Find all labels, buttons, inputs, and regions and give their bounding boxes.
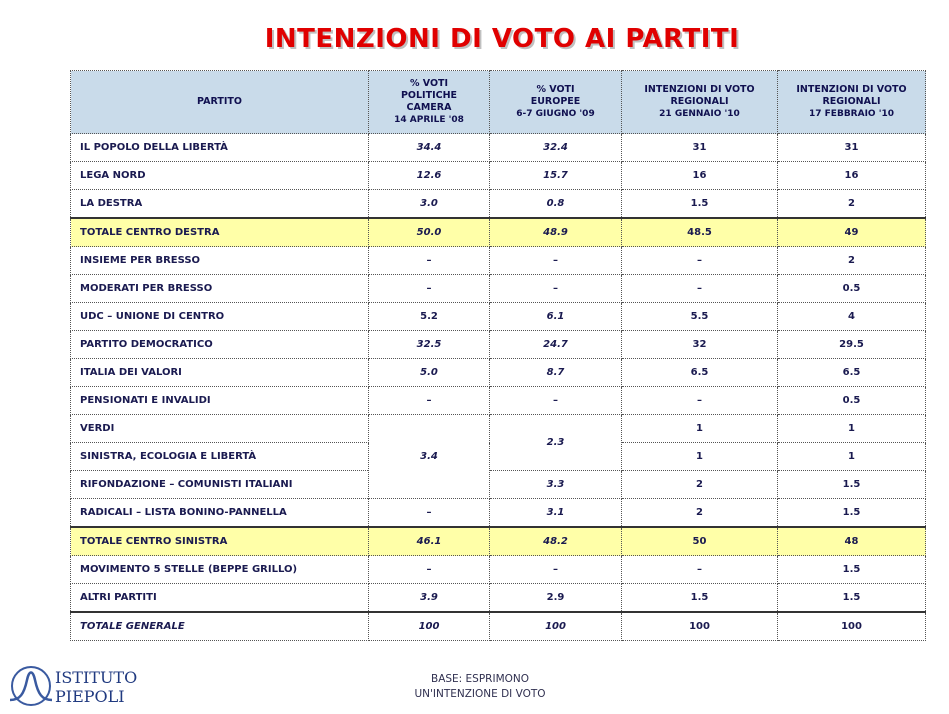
logo-line-1: ISTITUTO	[55, 668, 138, 687]
value-gennaio: 2	[622, 471, 778, 499]
party-name: RIFONDAZIONE – COMUNISTI ITALIANI	[71, 471, 369, 499]
base-note	[365, 672, 595, 702]
party-name: IL POPOLO DELLA LIBERTÀ	[71, 134, 369, 162]
party-name: MOVIMENTO 5 STELLE (BEPPE GRILLO)	[71, 556, 369, 584]
party-name: RADICALI – LISTA BONINO-PANNELLA	[71, 499, 369, 528]
value-febbraio: 1.5	[778, 584, 926, 613]
value-febbraio: 29.5	[778, 331, 926, 359]
value-politiche: –	[369, 247, 490, 275]
table-row	[71, 471, 926, 499]
value-febbraio: 1.5	[778, 471, 926, 499]
value-europee-merged: 2.3	[490, 415, 622, 471]
value-gennaio: 16	[622, 162, 778, 190]
value-politiche-merged: 3.4	[369, 415, 490, 499]
value-febbraio: 49	[778, 218, 926, 247]
value-febbraio: 1	[778, 443, 926, 471]
value-politiche: –	[369, 499, 490, 528]
value-gennaio: 31	[622, 134, 778, 162]
table-row	[71, 134, 926, 162]
value-gennaio: –	[622, 387, 778, 415]
value-gennaio: –	[622, 247, 778, 275]
value-febbraio: 100	[778, 612, 926, 641]
table-row	[71, 415, 926, 443]
value-febbraio: 31	[778, 134, 926, 162]
value-europee: 2.9	[490, 584, 622, 613]
party-name: ITALIA DEI VALORI	[71, 359, 369, 387]
value-gennaio: 6.5	[622, 359, 778, 387]
value-febbraio: 0.5	[778, 275, 926, 303]
value-politiche: 3.0	[369, 190, 490, 219]
value-febbraio: 2	[778, 247, 926, 275]
value-gennaio: 100	[622, 612, 778, 641]
value-europee: 48.2	[490, 527, 622, 556]
value-europee: 24.7	[490, 331, 622, 359]
table-row-total-centro-destra	[71, 218, 926, 247]
party-name: ALTRI PARTITI	[71, 584, 369, 613]
value-europee: 15.7	[490, 162, 622, 190]
value-europee: 3.3	[490, 471, 622, 499]
table-row	[71, 275, 926, 303]
value-gennaio: –	[622, 275, 778, 303]
value-politiche: 46.1	[369, 527, 490, 556]
table-row-total-centro-sinistra	[71, 527, 926, 556]
value-gennaio: 2	[622, 499, 778, 528]
value-politiche: 5.0	[369, 359, 490, 387]
table-row	[71, 584, 926, 613]
table-header-row	[71, 71, 926, 134]
value-europee: 0.8	[490, 190, 622, 219]
value-febbraio: 4	[778, 303, 926, 331]
value-europee: 100	[490, 612, 622, 641]
value-politiche: 34.4	[369, 134, 490, 162]
header-regionali-gennaio: INTENZIONI DI VOTO REGIONALI 21 GENNAIO '10	[622, 71, 778, 134]
value-europee: –	[490, 247, 622, 275]
value-febbraio: 48	[778, 527, 926, 556]
value-europee: 32.4	[490, 134, 622, 162]
value-europee: 8.7	[490, 359, 622, 387]
value-febbraio: 6.5	[778, 359, 926, 387]
party-name: UDC – UNIONE DI CENTRO	[71, 303, 369, 331]
value-gennaio: 1.5	[622, 190, 778, 219]
value-gennaio: –	[622, 556, 778, 584]
value-politiche: –	[369, 275, 490, 303]
table-row	[71, 387, 926, 415]
party-name: INSIEME PER BRESSO	[71, 247, 369, 275]
table-row	[71, 190, 926, 219]
value-politiche: 50.0	[369, 218, 490, 247]
value-gennaio: 32	[622, 331, 778, 359]
value-politiche: 12.6	[369, 162, 490, 190]
value-febbraio: 2	[778, 190, 926, 219]
value-politiche: 5.2	[369, 303, 490, 331]
party-name: TOTALE CENTRO DESTRA	[71, 218, 369, 247]
logo-wordmark	[55, 668, 137, 706]
header-politiche: % VOTI POLITICHE CAMERA 14 APRILE '08	[369, 71, 490, 134]
value-febbraio: 0.5	[778, 387, 926, 415]
value-europee: –	[490, 556, 622, 584]
table-row	[71, 556, 926, 584]
value-gennaio: 1	[622, 415, 778, 443]
vote-intentions-table	[70, 70, 926, 641]
table-row	[71, 499, 926, 528]
header-partito: PARTITO	[71, 71, 369, 134]
party-name: MODERATI PER BRESSO	[71, 275, 369, 303]
party-name: TOTALE GENERALE	[71, 612, 369, 641]
value-gennaio: 1.5	[622, 584, 778, 613]
logo-line-2: PIEPOLI	[55, 687, 125, 706]
table-row	[71, 303, 926, 331]
base-line-1: BASE: ESPRIMONO	[430, 673, 530, 685]
value-politiche: 32.5	[369, 331, 490, 359]
table-row	[71, 162, 926, 190]
page-title: INTENZIONI DI VOTO AI PARTITI	[264, 24, 740, 54]
header-regionali-febbraio: INTENZIONI DI VOTO REGIONALI 17 FEBBRAIO '10	[778, 71, 926, 134]
party-name: LEGA NORD	[71, 162, 369, 190]
value-febbraio: 1.5	[778, 499, 926, 528]
party-name: TOTALE CENTRO SINISTRA	[71, 527, 369, 556]
value-politiche: –	[369, 556, 490, 584]
base-line-2: UN'INTENZIONE DI VOTO	[414, 688, 546, 700]
value-febbraio: 16	[778, 162, 926, 190]
value-europee: 3.1	[490, 499, 622, 528]
table-row	[71, 359, 926, 387]
value-europee: –	[490, 387, 622, 415]
value-gennaio: 1	[622, 443, 778, 471]
value-gennaio: 50	[622, 527, 778, 556]
value-europee: –	[490, 275, 622, 303]
value-europee: 6.1	[490, 303, 622, 331]
party-name: SINISTRA, ECOLOGIA E LIBERTÀ	[71, 443, 369, 471]
value-gennaio: 48.5	[622, 218, 778, 247]
value-febbraio: 1.5	[778, 556, 926, 584]
party-name: PENSIONATI E INVALIDI	[71, 387, 369, 415]
value-europee: 48.9	[490, 218, 622, 247]
value-gennaio: 5.5	[622, 303, 778, 331]
value-febbraio: 1	[778, 415, 926, 443]
header-europee: % VOTI EUROPEE 6-7 GIUGNO '09	[490, 71, 622, 134]
value-politiche: 100	[369, 612, 490, 641]
table-row	[71, 247, 926, 275]
party-name: PARTITO DEMOCRATICO	[71, 331, 369, 359]
party-name: VERDI	[71, 415, 369, 443]
value-politiche: –	[369, 387, 490, 415]
table-row-total-generale	[71, 612, 926, 641]
table-row	[71, 331, 926, 359]
value-politiche: 3.9	[369, 584, 490, 613]
party-name: LA DESTRA	[71, 190, 369, 219]
